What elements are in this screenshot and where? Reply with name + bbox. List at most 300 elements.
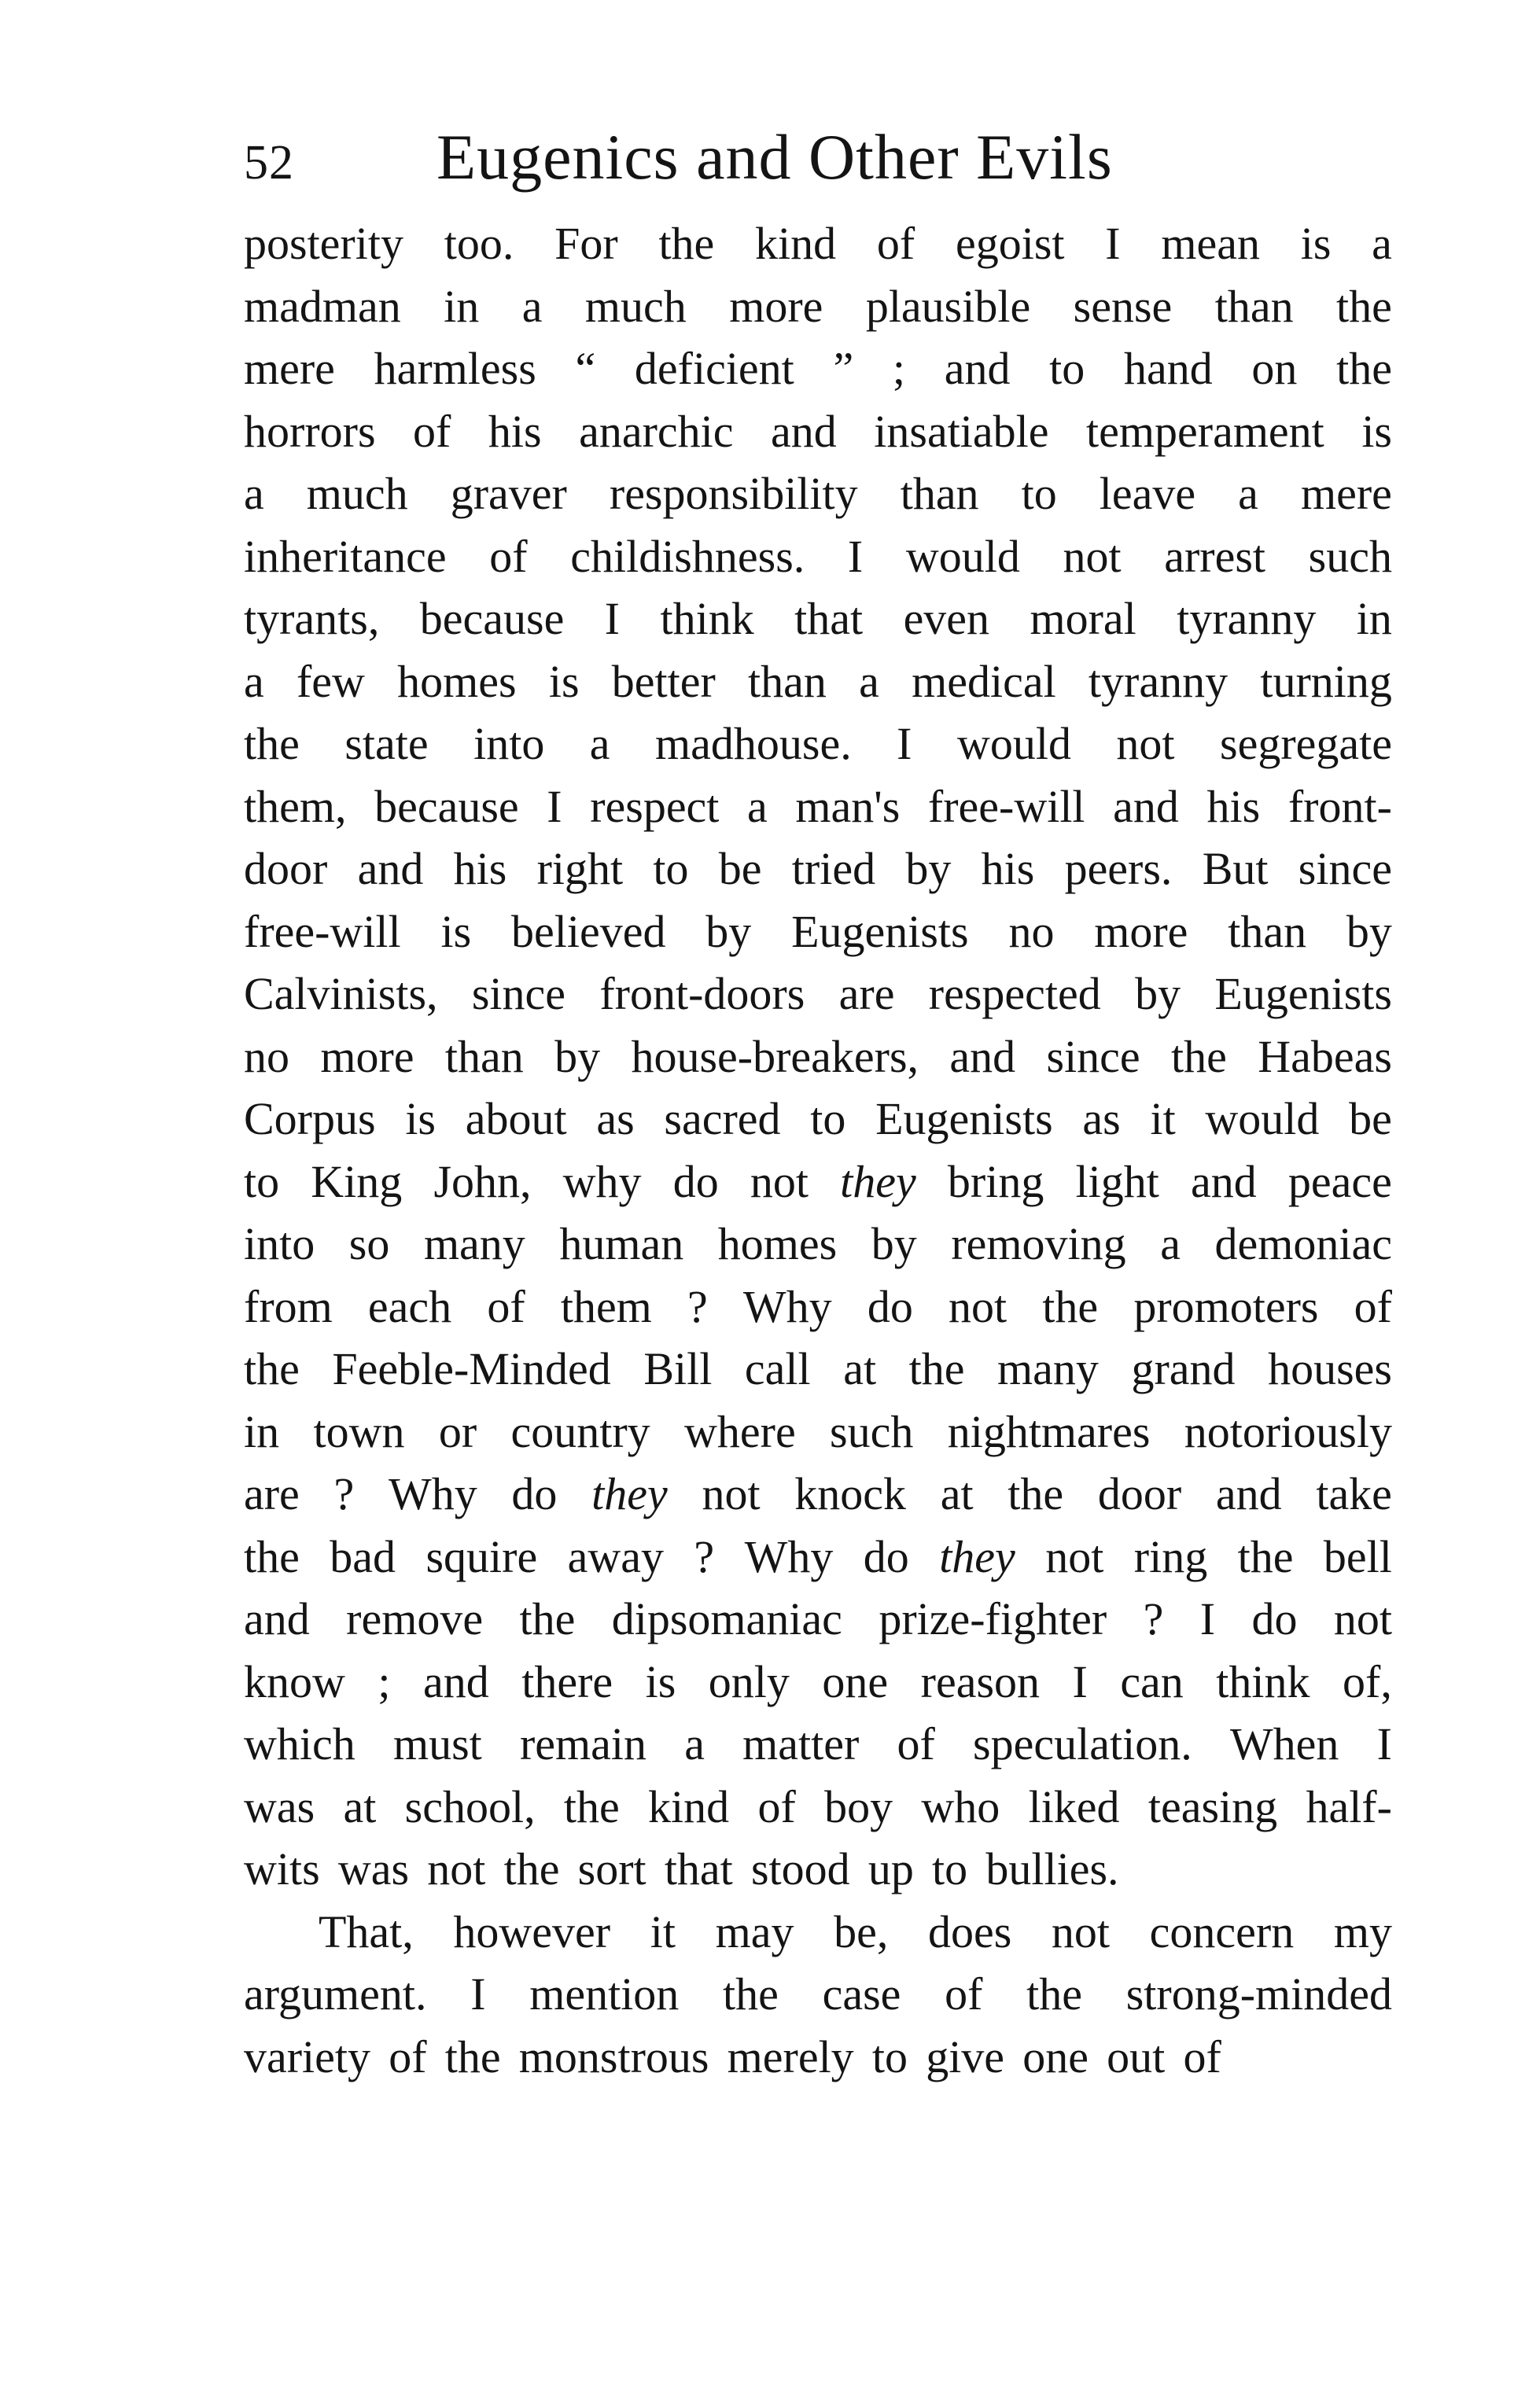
word: the (658, 218, 715, 269)
word: there (521, 1655, 613, 1707)
word: the (1336, 280, 1392, 332)
word: I (1105, 218, 1121, 269)
word: to (810, 1093, 846, 1144)
text-line (244, 1526, 1392, 1589)
word: insatiable (874, 405, 1049, 457)
word: mere (1300, 468, 1392, 519)
word: reason (920, 1655, 1041, 1707)
word: variety (244, 2031, 371, 2082)
word: Feeble-Minded (332, 1343, 611, 1394)
word: a (1160, 1218, 1181, 1269)
word: the (244, 718, 300, 769)
word: believed (510, 905, 666, 957)
word: of (489, 530, 528, 582)
word: tyranny (1088, 655, 1228, 707)
text-line (244, 1776, 1392, 1839)
word: in (244, 1405, 280, 1457)
word: can (1120, 1655, 1184, 1707)
text-line (244, 1463, 1392, 1526)
word: not (1063, 530, 1122, 582)
word: sort (577, 1843, 646, 1894)
word: of (876, 218, 915, 269)
word: light (1075, 1155, 1159, 1207)
word: than (748, 655, 827, 707)
word: since (471, 968, 566, 1019)
word: mean (1161, 218, 1260, 269)
word: they (840, 1155, 916, 1207)
word: bell (1323, 1530, 1392, 1582)
word: in (1356, 593, 1392, 644)
word: leave (1099, 468, 1196, 519)
word: mere (244, 343, 335, 394)
word: about (465, 1093, 567, 1144)
word: and (949, 1030, 1016, 1082)
word: more (1094, 905, 1188, 957)
word: one (1022, 2031, 1088, 2082)
word: wits (244, 1843, 320, 1894)
word: mention (529, 1968, 680, 2020)
word: call (744, 1343, 811, 1394)
word: the (908, 1343, 965, 1394)
word: the (244, 1530, 300, 1582)
word: by (554, 1030, 601, 1082)
word: the (519, 1593, 576, 1644)
word: ring (1133, 1530, 1208, 1582)
word: may (715, 1905, 794, 1957)
word: King (311, 1155, 403, 1207)
word: I (470, 1968, 486, 2020)
text-line (244, 462, 1392, 525)
word: such (830, 1405, 914, 1457)
word: at (843, 1343, 877, 1394)
word: even (903, 593, 990, 644)
word: however (453, 1905, 611, 1957)
word: right (536, 843, 624, 894)
word: squire (425, 1530, 538, 1582)
word: not (949, 1280, 1007, 1332)
word: the (1007, 1468, 1064, 1519)
word: free-will (927, 780, 1085, 832)
word: the (1336, 343, 1392, 394)
word: demoniac (1214, 1218, 1392, 1269)
word: by (1346, 905, 1392, 957)
word: kind (755, 218, 837, 269)
word: Eugenists (791, 905, 969, 957)
word: monstrous (518, 2031, 709, 2082)
word: them, (244, 780, 347, 832)
word: I (1072, 1655, 1088, 1707)
word: where (684, 1405, 796, 1457)
word: them (560, 1280, 652, 1332)
word: by (705, 905, 752, 957)
word: his (981, 843, 1035, 894)
word: Why (744, 1530, 834, 1582)
word: deficient (634, 343, 794, 394)
word: more (729, 280, 823, 332)
word: away (567, 1530, 664, 1582)
word: the (723, 1968, 779, 2020)
word: must (392, 1718, 482, 1769)
word: than (444, 1030, 524, 1082)
word: ” (833, 343, 854, 394)
word: arrest (1164, 530, 1266, 582)
word: is (645, 1655, 676, 1707)
word: I (847, 530, 864, 582)
running-head (244, 118, 1392, 204)
word: remove (346, 1593, 484, 1644)
word: they (591, 1468, 668, 1519)
word: and (244, 1593, 310, 1644)
word: front- (1287, 780, 1392, 832)
word: would (956, 718, 1071, 769)
word: to (653, 843, 689, 894)
word: on (1251, 343, 1298, 394)
word: the (1171, 1030, 1227, 1082)
word: not (1333, 1593, 1392, 1644)
word: from (244, 1280, 333, 1332)
word: a (859, 655, 879, 707)
word: a (244, 655, 264, 707)
text-line (244, 963, 1392, 1025)
word: by (871, 1218, 917, 1269)
word: is (548, 655, 580, 707)
text-line (244, 525, 1392, 588)
text-line (244, 587, 1392, 650)
text-line (244, 1338, 1392, 1401)
word: no (1008, 905, 1055, 957)
word: and (1113, 780, 1179, 832)
word: responsibility (609, 468, 858, 519)
word: For (554, 218, 618, 269)
text-line (244, 1151, 1392, 1213)
word: out (1107, 2031, 1166, 2082)
text-line (244, 1901, 1392, 1964)
word: much (584, 280, 687, 332)
word: of (389, 2031, 427, 2082)
word: and (1191, 1155, 1257, 1207)
word: is (440, 905, 472, 957)
word: into (473, 718, 545, 769)
word: at (940, 1468, 974, 1519)
text-line (244, 275, 1392, 338)
word: door (1097, 1468, 1182, 1519)
text-line (244, 1651, 1392, 1714)
word: respect (590, 780, 720, 832)
word: ? (1143, 1593, 1164, 1644)
word: I (1199, 1593, 1216, 1644)
word: sense (1073, 280, 1173, 332)
word: Why (742, 1280, 832, 1332)
word: do (867, 1280, 913, 1332)
word: by (1135, 968, 1181, 1019)
word: country (510, 1405, 650, 1457)
word: that (664, 1843, 733, 1894)
word: not (702, 1468, 761, 1519)
word: are (244, 1468, 300, 1519)
word: ; (378, 1655, 391, 1707)
word: in (444, 280, 480, 332)
word: Calvinists, (244, 968, 438, 1019)
word: homes (717, 1218, 838, 1269)
word: know (244, 1655, 345, 1707)
word: Why (388, 1468, 477, 1519)
word: strong-minded (1125, 1968, 1392, 2020)
word: much (306, 468, 408, 519)
word: not (750, 1155, 809, 1207)
word: not (1116, 718, 1175, 769)
word: of (487, 1280, 525, 1332)
word: turning (1260, 655, 1392, 707)
word: case (822, 1968, 901, 2020)
word: liked (1028, 1780, 1120, 1832)
word: I (897, 718, 912, 769)
word: state (344, 718, 429, 769)
text-line (244, 1713, 1392, 1776)
word: posterity (244, 218, 403, 269)
word: temperament (1086, 405, 1324, 457)
word: to (932, 1843, 968, 1894)
word: “ (575, 343, 596, 394)
word: of (1354, 1280, 1392, 1332)
word: promoters (1133, 1280, 1319, 1332)
text-line (244, 1588, 1392, 1651)
text-line (244, 1088, 1392, 1151)
word: his (488, 405, 542, 457)
word: take (1316, 1468, 1392, 1519)
word: would (1205, 1093, 1320, 1144)
word: a (1238, 468, 1258, 519)
page-number: 52 (244, 136, 294, 190)
word: ; (892, 343, 906, 394)
word: be (1349, 1093, 1392, 1144)
text-line (244, 1213, 1392, 1276)
word: moral (1030, 593, 1136, 644)
word: of (945, 1968, 983, 2020)
word: tyranny (1177, 593, 1317, 644)
word: the (503, 1843, 560, 1894)
word: notoriously (1184, 1405, 1392, 1457)
text-line (244, 1401, 1392, 1464)
word: too. (444, 218, 514, 269)
word: ? (694, 1530, 715, 1582)
word: his (1206, 780, 1261, 832)
word: more (320, 1030, 414, 1082)
word: it (1150, 1093, 1176, 1144)
text-line (244, 337, 1392, 400)
text-line (244, 1838, 1392, 1901)
word: I (547, 780, 562, 832)
word: the (1237, 1530, 1294, 1582)
word: ? (687, 1280, 708, 1332)
word: door (244, 843, 328, 894)
word: my (1333, 1905, 1392, 1957)
word: teasing (1147, 1780, 1278, 1832)
word: many (997, 1343, 1099, 1394)
word: merely (727, 2031, 854, 2082)
text-line (244, 1025, 1392, 1088)
word: no (244, 1030, 289, 1082)
word: each (367, 1280, 452, 1332)
word: nightmares (947, 1405, 1151, 1457)
word: the (244, 1343, 300, 1394)
word: many (423, 1218, 525, 1269)
word: speculation. (973, 1718, 1192, 1769)
word: bring (947, 1155, 1044, 1207)
word: When (1229, 1718, 1339, 1769)
word: segregate (1220, 718, 1392, 769)
word: to (244, 1155, 280, 1207)
word: do (863, 1530, 909, 1582)
word: madhouse. (655, 718, 852, 769)
word: to (1021, 468, 1057, 519)
word: by (905, 843, 952, 894)
word: a (589, 718, 610, 769)
word: of (757, 1780, 796, 1832)
word: stood (750, 1843, 850, 1894)
word: Eugenists (875, 1093, 1053, 1144)
word: egoist (956, 218, 1065, 269)
text-line (244, 212, 1392, 275)
word: school, (404, 1780, 536, 1832)
word: few (296, 655, 365, 707)
word: be, (834, 1905, 889, 1957)
word: Bill (643, 1343, 713, 1394)
word: houses (1268, 1343, 1392, 1394)
word: Corpus (244, 1093, 376, 1144)
word: than (1228, 905, 1307, 957)
word: the (563, 1780, 620, 1832)
word: concern (1149, 1905, 1295, 1957)
word: is (1361, 405, 1392, 457)
word: is (1300, 218, 1332, 269)
word: think (660, 593, 754, 644)
word: it (650, 1905, 676, 1957)
word: since (1046, 1030, 1140, 1082)
word: not (427, 1843, 486, 1894)
word: such (1308, 530, 1392, 582)
word: tyrants, (244, 593, 380, 644)
word: into (244, 1218, 315, 1269)
word: do (672, 1155, 719, 1207)
word: the (444, 2031, 501, 2082)
word: give (926, 2031, 1005, 2082)
word: as (596, 1093, 635, 1144)
word: think (1216, 1655, 1310, 1707)
word: at (343, 1780, 377, 1832)
word: tried (791, 843, 876, 894)
word: as (1082, 1093, 1121, 1144)
word: hand (1123, 343, 1213, 394)
word: homes (397, 655, 517, 707)
text-line (244, 838, 1392, 900)
word: and (771, 405, 837, 457)
word: John, (433, 1155, 532, 1207)
word: up (867, 1843, 914, 1894)
word: to (871, 2031, 908, 2082)
word: his (453, 843, 507, 894)
word: and (422, 1655, 489, 1707)
word: respected (928, 968, 1101, 1019)
word: But (1202, 843, 1269, 894)
word: was (244, 1780, 315, 1832)
word: would (905, 530, 1020, 582)
word: is (405, 1093, 436, 1144)
word: a (244, 468, 264, 519)
text-line (244, 900, 1392, 963)
word: knock (794, 1468, 907, 1519)
text-line (244, 1276, 1392, 1338)
text-line (244, 2026, 1392, 2089)
word: one (822, 1655, 889, 1707)
word: That, (319, 1905, 414, 1957)
word: argument. (244, 1968, 427, 2020)
word: inheritance (244, 530, 447, 582)
word: and (357, 843, 424, 894)
running-title: Eugenics and Other Evils (437, 121, 1113, 193)
word: Eugenists (1214, 968, 1392, 1019)
word: I (1376, 1718, 1392, 1769)
word: free-will (244, 905, 401, 957)
word: I (604, 593, 621, 644)
word: they (939, 1530, 1015, 1582)
word: horrors (244, 405, 376, 457)
word: are (838, 968, 895, 1019)
text-line (244, 775, 1392, 838)
word: who (921, 1780, 1000, 1832)
word: front-doors (599, 968, 805, 1019)
word: remain (519, 1718, 646, 1769)
word: dipsomaniac (611, 1593, 842, 1644)
word: the (1042, 1280, 1099, 1332)
word: grand (1131, 1343, 1236, 1394)
word: than (1214, 280, 1294, 332)
word: half- (1306, 1780, 1392, 1832)
word: removing (951, 1218, 1126, 1269)
word: so (348, 1218, 390, 1269)
word: because (419, 593, 565, 644)
word: bad (330, 1530, 396, 1582)
word: only (708, 1655, 790, 1707)
word: a (1372, 218, 1392, 269)
word: madman (244, 280, 401, 332)
word: matter (742, 1718, 860, 1769)
text-line (244, 712, 1392, 775)
word: medical (912, 655, 1056, 707)
word: or (438, 1405, 477, 1457)
body-text (244, 212, 1392, 2088)
word: graver (450, 468, 567, 519)
word: harmless (374, 343, 536, 394)
word: was (337, 1843, 410, 1894)
text-line (244, 400, 1392, 463)
word: peace (1287, 1155, 1392, 1207)
word: man's (795, 780, 901, 832)
word: do (1251, 1593, 1298, 1644)
word: childishness. (570, 530, 805, 582)
text-line (244, 650, 1392, 713)
word: prize-fighter (879, 1593, 1107, 1644)
word: kind (648, 1780, 730, 1832)
word: sacred (664, 1093, 781, 1144)
word: a (521, 280, 543, 332)
word: human (559, 1218, 684, 1269)
word: of (1183, 2031, 1221, 2082)
word: and (1215, 1468, 1282, 1519)
word: anarchic (579, 405, 734, 457)
word: since (1298, 843, 1392, 894)
word: bullies. (985, 1843, 1119, 1894)
word: of, (1343, 1655, 1392, 1707)
